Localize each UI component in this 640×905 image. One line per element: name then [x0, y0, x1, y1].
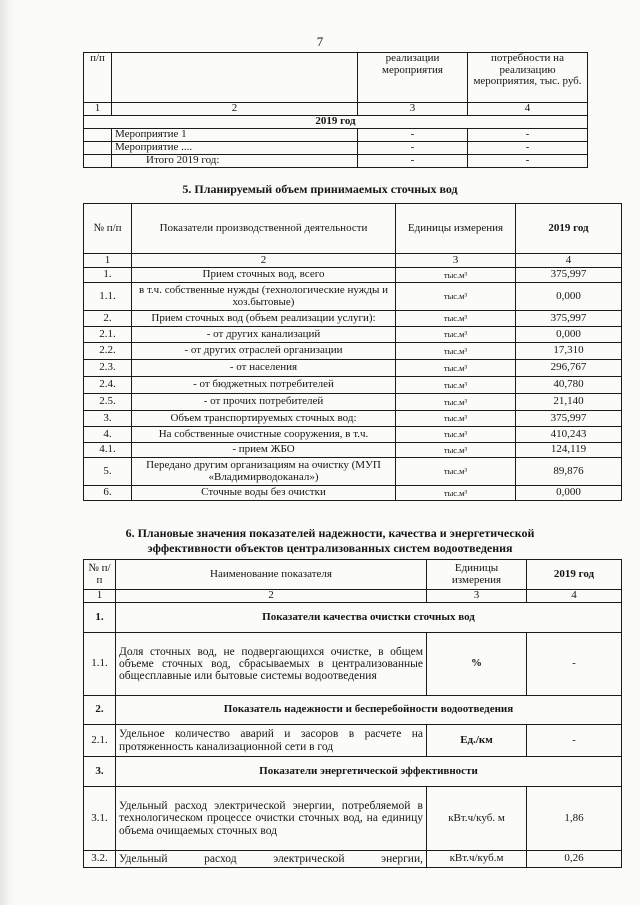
row-value: -	[527, 633, 622, 696]
row-num: 4.	[84, 427, 132, 443]
row-unit: тыс.м³	[396, 411, 516, 427]
row-value: 40,780	[516, 377, 622, 394]
row-value: -	[527, 725, 622, 757]
measure-value: -	[468, 142, 588, 155]
row-name: Сточные воды без очистки	[132, 486, 396, 501]
row-num: 5.	[84, 458, 132, 486]
group-num: 3.	[84, 757, 116, 787]
table-row	[84, 311, 622, 327]
col-number: 2	[132, 254, 396, 268]
measures-table	[83, 52, 588, 168]
table-row	[84, 427, 622, 443]
col-number: 2	[112, 103, 358, 116]
col-header-needs: потребности на реализацию мероприятия, тыс. руб.	[468, 53, 588, 103]
table-row	[84, 458, 622, 486]
group-title: Показатель надежности и бесперебойности водоотведения	[116, 696, 622, 725]
section-6-title-line2: эффективности объектов централизованных систем водоотведения	[147, 541, 513, 555]
col-header-num: № п/п	[84, 560, 116, 590]
col-header-unit: Единицы измерения	[427, 560, 527, 590]
table-row	[84, 394, 622, 411]
table-row	[84, 633, 622, 696]
group-title: Показатели энергетической эффективности	[116, 757, 622, 787]
row-name: Передано другим организациям на очистку (МУП «Владимирводоканал»)	[132, 458, 396, 486]
col-header-indicator: Показатели производственной деятельности	[132, 204, 396, 254]
col-number: 1	[84, 254, 132, 268]
table-row	[84, 443, 622, 458]
col-number: 4	[527, 590, 622, 603]
col-header-num: № п/п	[84, 204, 132, 254]
row-value: 21,140	[516, 394, 622, 411]
measure-value: -	[468, 129, 588, 142]
row-name: - от других отраслей организации	[132, 343, 396, 360]
measure-name: Мероприятие ....	[112, 142, 358, 155]
row-num: 3.2.	[84, 851, 116, 868]
section-6-title	[60, 526, 600, 556]
row-value: 375,997	[516, 268, 622, 283]
row-num: 1.	[84, 268, 132, 283]
row-num: 2.1.	[84, 327, 132, 343]
group-title: Показатели качества очистки сточных вод	[116, 603, 622, 633]
row-unit: тыс.м³	[396, 268, 516, 283]
total-label: Итого 2019 год:	[112, 155, 358, 168]
col-header-blank	[112, 53, 358, 103]
row-num: 3.	[84, 411, 132, 427]
row-value: 17,310	[516, 343, 622, 360]
row-num: 2.4.	[84, 377, 132, 394]
row-num: 6.	[84, 486, 132, 501]
measure-value: -	[358, 129, 468, 142]
row-value: 0,26	[527, 851, 622, 868]
row-num: 3.1.	[84, 787, 116, 851]
group-row	[84, 696, 622, 725]
col-header-implementation: реализации мероприятия	[358, 53, 468, 103]
table-row	[84, 725, 622, 757]
row-value: 375,997	[516, 411, 622, 427]
row-value: 375,997	[516, 311, 622, 327]
row-value: 0,000	[516, 327, 622, 343]
row-unit: тыс.м³	[396, 443, 516, 458]
col-number: 3	[358, 103, 468, 116]
row-unit: тыс.м³	[396, 427, 516, 443]
page-number: 7	[316, 34, 324, 49]
row-name: в т.ч. собственные нужды (технологические нужды и хоз.бытовые)	[132, 283, 396, 311]
table-row	[84, 129, 588, 142]
row-unit: тыс.м³	[396, 343, 516, 360]
col-number: 1	[84, 590, 116, 603]
table-row	[84, 327, 622, 343]
row-unit: %	[427, 633, 527, 696]
total-value: -	[358, 155, 468, 168]
col-number: 3	[427, 590, 527, 603]
table-row	[84, 268, 622, 283]
row-value: 0,000	[516, 283, 622, 311]
group-num: 2.	[84, 696, 116, 725]
row-unit: тыс.м³	[396, 360, 516, 377]
row-num: 1.1.	[84, 633, 116, 696]
row-num: 4.1.	[84, 443, 132, 458]
row-unit: тыс.м³	[396, 327, 516, 343]
row-unit: тыс.м³	[396, 283, 516, 311]
table-row	[84, 411, 622, 427]
row-num: 2.	[84, 311, 132, 327]
row-name: - от населения	[132, 360, 396, 377]
row-unit: тыс.м³	[396, 377, 516, 394]
row-value: 0,000	[516, 486, 622, 501]
group-num: 1.	[84, 603, 116, 633]
group-row	[84, 757, 622, 787]
row-name: - от бюджетных потребителей	[132, 377, 396, 394]
section-5-title: 5. Планируемый объем принимаемых сточных вод	[182, 182, 458, 196]
group-row	[84, 603, 622, 633]
row-unit: кВт.ч/куб. м	[427, 787, 527, 851]
row-name: - прием ЖБО	[132, 443, 396, 458]
col-header-num: п/п	[84, 53, 112, 103]
row-num: 2.3.	[84, 360, 132, 377]
table-row	[84, 155, 588, 168]
row-unit: кВт.ч/куб.м	[427, 851, 527, 868]
row-name: Удельный расход электрической энергии, потребляемой в технологическом процессе очистки сточных вод, на единицу объема очищаемых сточных вод	[116, 787, 427, 851]
row-value: 296,767	[516, 360, 622, 377]
row-unit: Ед./км	[427, 725, 527, 757]
measure-name: Мероприятие 1	[112, 129, 358, 142]
row-name: На собственные очистные сооружения, в т.ч.	[132, 427, 396, 443]
row-unit: тыс.м³	[396, 311, 516, 327]
col-number: 4	[516, 254, 622, 268]
col-number: 2	[116, 590, 427, 603]
row-name: Объем транспортируемых сточных вод:	[132, 411, 396, 427]
row-unit: тыс.м³	[396, 486, 516, 501]
col-number: 4	[468, 103, 588, 116]
total-value: -	[468, 155, 588, 168]
table-row	[84, 343, 622, 360]
row-num: 1.1.	[84, 283, 132, 311]
table-row	[84, 377, 622, 394]
row-value: 124,119	[516, 443, 622, 458]
table-row	[84, 283, 622, 311]
col-number: 1	[84, 103, 112, 116]
row-name: Удельный расход электрической энергии,	[116, 851, 427, 868]
table-row	[84, 486, 622, 501]
row-name: Прием сточных вод, всего	[132, 268, 396, 283]
table-row	[84, 851, 622, 868]
measure-value: -	[358, 142, 468, 155]
row-num: 2.1.	[84, 725, 116, 757]
year-row: 2019 год	[84, 116, 588, 129]
row-name: Удельное количество аварий и засоров в расчете на протяженность канализационной сети в год	[116, 725, 427, 757]
col-header-indicator: Наименование показателя	[116, 560, 427, 590]
row-name: - от других канализаций	[132, 327, 396, 343]
row-value: 410,243	[516, 427, 622, 443]
col-header-year: 2019 год	[527, 560, 622, 590]
table-row	[84, 360, 622, 377]
row-name: Прием сточных вод (объем реализации услуги):	[132, 311, 396, 327]
col-header-year: 2019 год	[516, 204, 622, 254]
row-unit: тыс.м³	[396, 394, 516, 411]
row-num: 2.5.	[84, 394, 132, 411]
row-name: - от прочих потребителей	[132, 394, 396, 411]
reliability-table	[83, 559, 622, 868]
row-unit: тыс.м³	[396, 458, 516, 486]
table-row	[84, 142, 588, 155]
scan-edge-shadow	[0, 0, 14, 905]
row-value: 89,876	[516, 458, 622, 486]
row-name: Доля сточных вод, не подвергающихся очистке, в общем объеме сточных вод, сбрасываемых в централизованные общесплавные или бытовые системы водоотведения	[116, 633, 427, 696]
table-row	[84, 787, 622, 851]
row-num: 2.2.	[84, 343, 132, 360]
wastewater-volume-table	[83, 203, 622, 501]
row-value: 1,86	[527, 787, 622, 851]
col-header-unit: Единицы измерения	[396, 204, 516, 254]
section-6-title-line1: 6. Плановые значения показателей надежности, качества и энергетической	[125, 526, 535, 540]
col-number: 3	[396, 254, 516, 268]
